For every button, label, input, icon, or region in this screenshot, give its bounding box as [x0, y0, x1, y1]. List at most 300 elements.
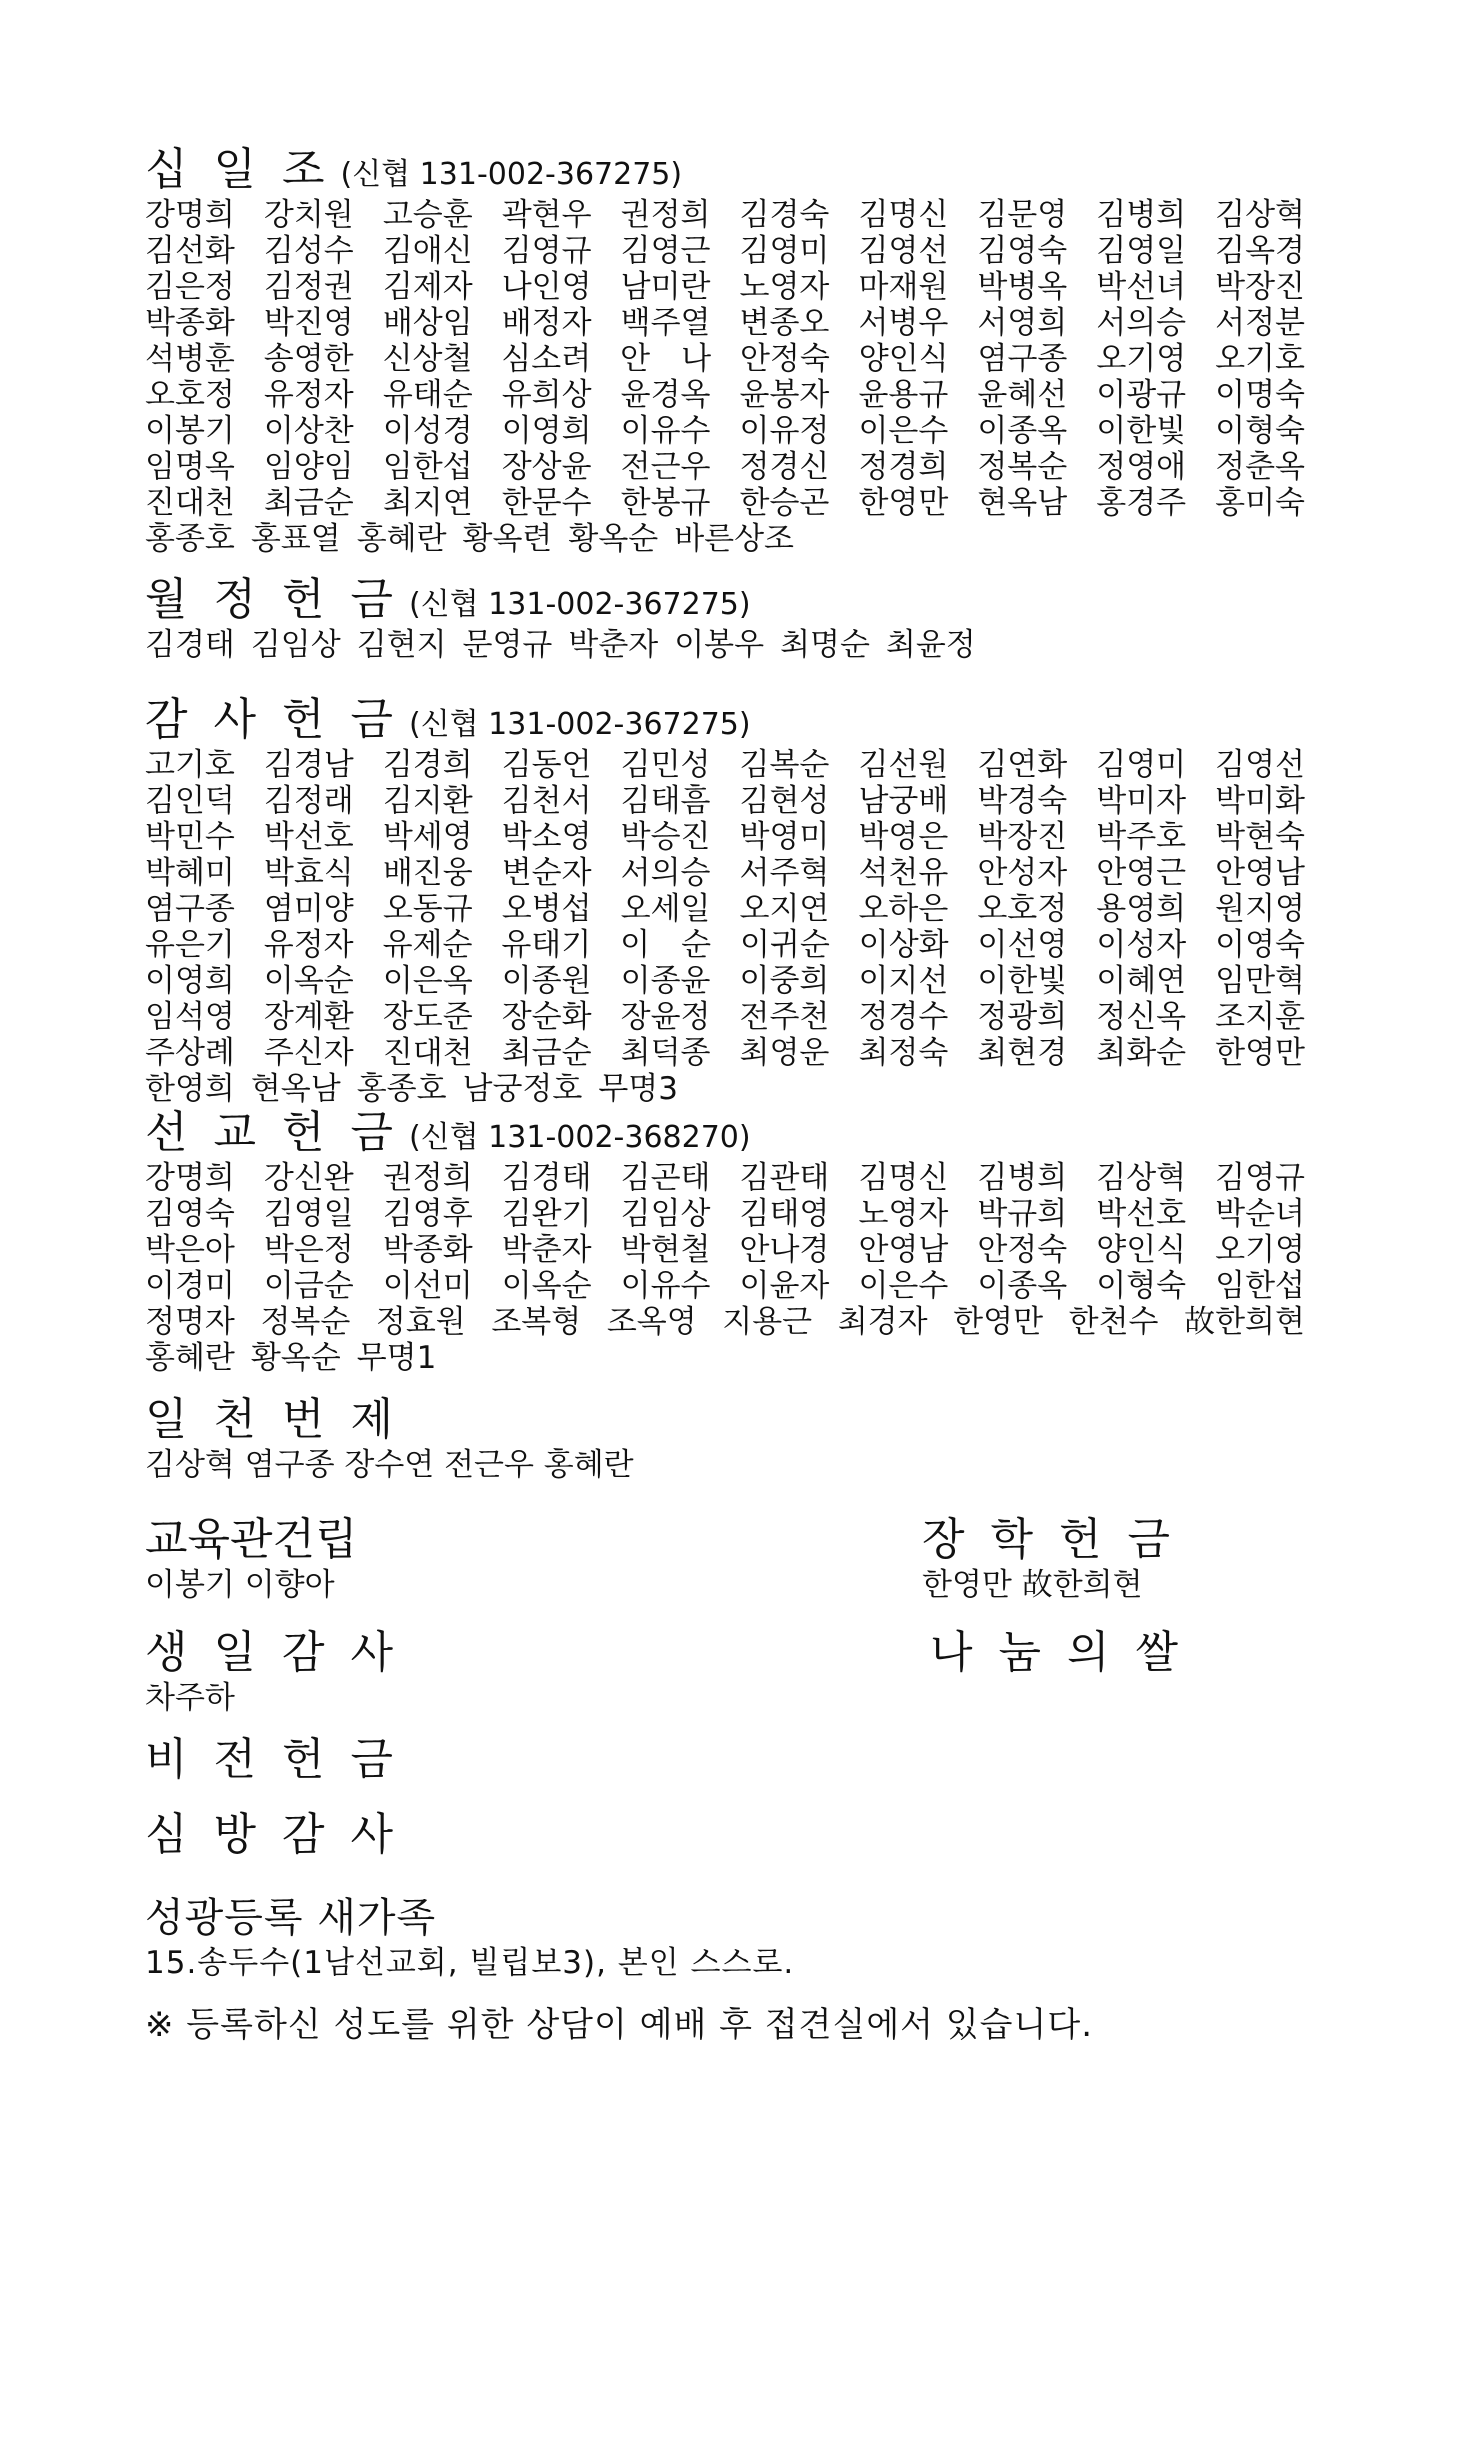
member-name: 권정희 — [382, 1160, 473, 1196]
member-name: 진대천 — [382, 1035, 473, 1071]
member-name: 김경숙 — [739, 197, 830, 233]
member-name: 김경태 — [145, 627, 235, 663]
thanks-offering-names — [145, 747, 1305, 1107]
member-name: 오하은 — [858, 891, 949, 927]
member-name: 임만혁 — [1215, 963, 1305, 999]
name-row — [145, 485, 1305, 521]
member-name: 김선화 — [145, 233, 235, 269]
member-name: 전주천 — [739, 999, 830, 1035]
member-name: 이선영 — [977, 927, 1068, 963]
scholarship-offering-section — [922, 1515, 1176, 1603]
member-name: 김성수 — [263, 233, 354, 269]
member-name: 오기호 — [1215, 341, 1305, 377]
member-name: 백주열 — [620, 305, 711, 341]
member-name: 정영애 — [1096, 449, 1187, 485]
education-building-title: 교육관건립 — [145, 1514, 358, 1565]
monthly-offering-title: 월 정 헌 금 — [145, 574, 399, 625]
member-name: 김영후 — [382, 1196, 473, 1232]
member-name: 박소영 — [501, 819, 592, 855]
member-name: 박민수 — [145, 819, 235, 855]
member-name: 김인덕 — [145, 783, 235, 819]
member-name: 박병옥 — [977, 269, 1068, 305]
member-name: 정경신 — [739, 449, 830, 485]
member-name: 권정희 — [620, 197, 711, 233]
member-name: 이귀순 — [739, 927, 830, 963]
member-name: 박진영 — [263, 305, 354, 341]
member-name: 박춘자 — [568, 627, 659, 663]
member-name: 이영희 — [145, 963, 235, 999]
member-name: 김영숙 — [977, 233, 1068, 269]
member-name: 윤혜선 — [977, 377, 1068, 413]
member-name: 현옥남 — [977, 485, 1068, 521]
member-name: 최윤정 — [885, 627, 976, 663]
member-name: 유정자 — [263, 377, 354, 413]
member-name: 박장진 — [1215, 269, 1305, 305]
member-name: 정광희 — [977, 999, 1068, 1035]
member-name: 김영선 — [1215, 747, 1305, 783]
member-name: 이금순 — [263, 1268, 354, 1304]
name-row — [145, 1071, 1305, 1107]
member-name: 진대천 — [145, 485, 235, 521]
member-name: 서의승 — [1096, 305, 1187, 341]
member-name: 안나경 — [739, 1232, 830, 1268]
member-name: 최명순 — [780, 627, 870, 663]
member-name: 배상임 — [382, 305, 473, 341]
member-name: 홍종호 — [356, 1071, 447, 1107]
member-name: 이명숙 — [1215, 377, 1305, 413]
name-row — [145, 377, 1305, 413]
member-name: 박종화 — [145, 305, 235, 341]
member-name: 이윤자 — [739, 1268, 830, 1304]
member-name: 김영선 — [858, 233, 949, 269]
member-name: 한영만 — [953, 1304, 1044, 1340]
member-name: 김복순 — [739, 747, 830, 783]
name-row — [145, 1232, 1305, 1268]
member-name: 조옥영 — [606, 1304, 697, 1340]
member-name: 황옥련 — [462, 521, 553, 557]
member-name: 주상례 — [145, 1035, 235, 1071]
member-name: 박미화 — [1215, 783, 1305, 819]
member-name: 홍경주 — [1096, 485, 1187, 521]
member-name: 양인식 — [1096, 1232, 1187, 1268]
member-name: 김명신 — [858, 1160, 949, 1196]
member-name: 박영은 — [858, 819, 949, 855]
sharing-rice-section — [930, 1628, 1184, 1678]
member-name: 서병우 — [858, 305, 949, 341]
member-name: 황옥순 — [250, 1340, 341, 1376]
member-name: 최화순 — [1096, 1035, 1187, 1071]
member-name: 강명희 — [145, 1160, 235, 1196]
name-row — [145, 1035, 1305, 1071]
member-name: 박경숙 — [977, 783, 1068, 819]
member-name: 정신옥 — [1096, 999, 1187, 1035]
member-name: 박규희 — [977, 1196, 1068, 1232]
member-name: 장윤정 — [620, 999, 711, 1035]
member-name: 남궁배 — [858, 783, 949, 819]
member-name: 한천수 — [1068, 1304, 1159, 1340]
name-row — [145, 627, 976, 663]
member-name: 원지영 — [1215, 891, 1305, 927]
member-name: 박순녀 — [1215, 1196, 1305, 1232]
member-name: 조지훈 — [1215, 999, 1305, 1035]
thanks-offering-title: 감 사 헌 금 — [145, 694, 399, 745]
name-row — [145, 927, 1305, 963]
member-name: 오지연 — [739, 891, 830, 927]
member-name: 홍혜란 — [145, 1340, 235, 1376]
member-name: 강치원 — [263, 197, 354, 233]
member-name: 김문영 — [977, 197, 1068, 233]
thousand-offering-names: 김상혁 염구종 장수연 전근우 홍혜란 — [145, 1447, 634, 1483]
member-name: 최영운 — [739, 1035, 830, 1071]
member-name: 김명신 — [858, 197, 949, 233]
member-name: 안영근 — [1096, 855, 1187, 891]
member-name: 박주호 — [1096, 819, 1187, 855]
member-name: 김상혁 — [1096, 1160, 1187, 1196]
member-name: 오병섭 — [501, 891, 592, 927]
member-name: 이은수 — [858, 413, 949, 449]
name-row — [145, 891, 1305, 927]
mission-offering-header — [145, 1108, 1305, 1158]
member-name: 박은정 — [263, 1232, 354, 1268]
member-name: 김현성 — [739, 783, 830, 819]
name-row — [145, 1160, 1305, 1196]
member-name: 박미자 — [1096, 783, 1187, 819]
member-name: 최현경 — [977, 1035, 1068, 1071]
tithe-title: 십 일 조 — [145, 144, 331, 195]
member-name: 이한빛 — [977, 963, 1068, 999]
name-row — [145, 305, 1305, 341]
member-name: 무명1 — [356, 1340, 437, 1376]
sharing-rice-title: 나 눔 의 쌀 — [930, 1627, 1184, 1678]
member-name: 안성자 — [977, 855, 1068, 891]
member-name: 문영규 — [462, 627, 553, 663]
member-name: 안정숙 — [977, 1232, 1068, 1268]
member-name: 현옥남 — [250, 1071, 341, 1107]
member-name: 김영미 — [1096, 747, 1187, 783]
member-name: 김은정 — [145, 269, 235, 305]
member-name: 최경자 — [837, 1304, 928, 1340]
name-row — [145, 783, 1305, 819]
member-name: 이형숙 — [1215, 413, 1305, 449]
member-name: 김영미 — [739, 233, 830, 269]
name-row — [145, 1340, 1305, 1376]
member-name: 강신완 — [263, 1160, 354, 1196]
member-name: 유제순 — [382, 927, 473, 963]
member-name: 한영만 — [858, 485, 949, 521]
member-name: 장도준 — [382, 999, 473, 1035]
member-name: 이유정 — [739, 413, 830, 449]
member-name: 정경수 — [858, 999, 949, 1035]
member-name: 윤용규 — [858, 377, 949, 413]
member-name: 염미양 — [263, 891, 354, 927]
name-row — [145, 1268, 1305, 1304]
member-name: 김태영 — [739, 1196, 830, 1232]
member-name: 김애신 — [382, 233, 473, 269]
member-name: 김정권 — [263, 269, 354, 305]
member-name: 지용근 — [722, 1304, 813, 1340]
member-name: 박선녀 — [1096, 269, 1187, 305]
tithe-account: (신협 131-002-367275) — [340, 157, 683, 192]
birthday-thanks-names: 차주하 — [145, 1680, 235, 1716]
member-name: 박선호 — [1096, 1196, 1187, 1232]
name-row — [145, 197, 1305, 233]
education-building-names: 이봉기 이향아 — [145, 1567, 335, 1603]
member-name: 이영희 — [501, 413, 592, 449]
member-name: 이성자 — [1096, 927, 1187, 963]
member-name: 나인영 — [501, 269, 592, 305]
new-family-names: 15.송두수(1남선교회, 빌립보3), 본인 스스로. — [145, 1945, 795, 1981]
member-name: 이옥순 — [263, 963, 354, 999]
member-name: 정복순 — [977, 449, 1068, 485]
member-name: 김병희 — [1096, 197, 1187, 233]
member-name: 이광규 — [1096, 377, 1187, 413]
member-name: 유정자 — [263, 927, 354, 963]
name-row — [145, 521, 1305, 557]
member-name: 유태순 — [382, 377, 473, 413]
counsel-notice: ※ 등록하신 성도를 위한 상담이 예배 후 접견실에서 있습니다. — [145, 2005, 1094, 2045]
member-name: 안영남 — [858, 1232, 949, 1268]
member-name: 한문수 — [501, 485, 592, 521]
member-name: 홍종호 — [145, 521, 235, 557]
member-name: 윤경옥 — [620, 377, 711, 413]
member-name: 강명희 — [145, 197, 235, 233]
member-name: 김경희 — [382, 747, 473, 783]
member-name: 이은옥 — [382, 963, 473, 999]
member-name: 김영근 — [620, 233, 711, 269]
name-row — [145, 269, 1305, 305]
member-name: 서영희 — [977, 305, 1068, 341]
member-name: 이종옥 — [977, 413, 1068, 449]
member-name: 김영규 — [1215, 1160, 1305, 1196]
monthly-offering-account: (신협 131-002-367275) — [408, 587, 751, 622]
member-name: 홍미숙 — [1215, 485, 1305, 521]
member-name: 임한섭 — [382, 449, 473, 485]
name-row — [145, 413, 1305, 449]
member-name: 석천유 — [858, 855, 949, 891]
member-name: 한승곤 — [739, 485, 830, 521]
member-name: 김민성 — [620, 747, 711, 783]
member-name: 오호정 — [145, 377, 235, 413]
scholarship-offering-names: 한영만 故한희현 — [922, 1567, 1143, 1603]
member-name: 박춘자 — [501, 1232, 592, 1268]
member-name: 이형숙 — [1096, 1268, 1187, 1304]
member-name: 김곤태 — [620, 1160, 711, 1196]
member-name: 이유수 — [620, 413, 711, 449]
member-name: 정경희 — [858, 449, 949, 485]
member-name: 최금순 — [501, 1035, 592, 1071]
member-name: 임양임 — [263, 449, 354, 485]
member-name: 故한희현 — [1184, 1304, 1305, 1340]
member-name: 이중희 — [739, 963, 830, 999]
member-name: 김경남 — [263, 747, 354, 783]
member-name: 이경미 — [145, 1268, 235, 1304]
new-family-section — [145, 1893, 794, 1981]
member-name: 전근우 — [620, 449, 711, 485]
visitation-thanks-section — [145, 1810, 399, 1860]
member-name: 유은기 — [145, 927, 235, 963]
member-name: 용영희 — [1096, 891, 1187, 927]
member-name: 석병훈 — [145, 341, 235, 377]
member-name: 이유수 — [620, 1268, 711, 1304]
member-name: 이옥순 — [501, 1268, 592, 1304]
member-name: 서주혁 — [739, 855, 830, 891]
member-name: 김동언 — [501, 747, 592, 783]
member-name: 박세영 — [382, 819, 473, 855]
member-name: 무명3 — [598, 1071, 678, 1107]
member-name: 안 나 — [620, 341, 712, 377]
name-row — [145, 747, 1305, 783]
member-name: 임명옥 — [145, 449, 235, 485]
member-name: 홍표열 — [250, 521, 341, 557]
member-name: 이종옥 — [977, 1268, 1068, 1304]
member-name: 김영일 — [1096, 233, 1187, 269]
member-name: 정춘옥 — [1215, 449, 1305, 485]
member-name: 유희상 — [501, 377, 592, 413]
member-name: 유태기 — [501, 927, 592, 963]
member-name: 김영규 — [501, 233, 592, 269]
member-name: 정복순 — [260, 1304, 351, 1340]
member-name: 이성경 — [382, 413, 473, 449]
new-family-title: 성광등록 새가족 — [145, 1895, 437, 1941]
name-row — [145, 855, 1305, 891]
member-name: 이 순 — [620, 927, 712, 963]
member-name: 이선미 — [382, 1268, 473, 1304]
birthday-thanks-title: 생 일 감 사 — [145, 1627, 399, 1678]
member-name: 박선호 — [263, 819, 354, 855]
member-name: 김완기 — [501, 1196, 592, 1232]
member-name: 오기영 — [1096, 341, 1187, 377]
member-name: 이영숙 — [1215, 927, 1305, 963]
member-name: 김선원 — [858, 747, 949, 783]
member-name: 곽현우 — [501, 197, 592, 233]
member-name: 김영숙 — [145, 1196, 235, 1232]
member-name: 윤봉자 — [739, 377, 830, 413]
member-name: 정효원 — [375, 1304, 466, 1340]
member-name: 김병희 — [977, 1160, 1068, 1196]
vision-offering-title: 비 전 헌 금 — [145, 1734, 399, 1785]
member-name: 안정숙 — [739, 341, 830, 377]
member-name: 김관태 — [739, 1160, 830, 1196]
name-row — [145, 1304, 1305, 1340]
member-name: 최덕종 — [620, 1035, 711, 1071]
member-name: 배진웅 — [382, 855, 473, 891]
tithe-names — [145, 197, 1305, 557]
member-name: 이지선 — [858, 963, 949, 999]
tithe-header — [145, 145, 1305, 195]
member-name: 고기호 — [145, 747, 235, 783]
name-row — [145, 1196, 1305, 1232]
member-name: 이상찬 — [263, 413, 354, 449]
member-name: 신상철 — [382, 341, 473, 377]
member-name: 박승진 — [620, 819, 711, 855]
mission-offering-account: (신협 131-002-368270) — [408, 1120, 751, 1155]
thousand-offering-section — [145, 1395, 634, 1483]
member-name: 남미란 — [620, 269, 711, 305]
thanks-offering-account: (신협 131-002-367275) — [408, 707, 751, 742]
member-name: 서정분 — [1215, 305, 1305, 341]
member-name: 배정자 — [501, 305, 592, 341]
member-name: 이혜연 — [1096, 963, 1187, 999]
member-name: 오호정 — [977, 891, 1068, 927]
member-name: 황옥순 — [568, 521, 659, 557]
member-name: 임석영 — [145, 999, 235, 1035]
member-name: 노영자 — [858, 1196, 949, 1232]
member-name: 김임상 — [250, 627, 341, 663]
member-name: 김영일 — [263, 1196, 354, 1232]
member-name: 최정숙 — [858, 1035, 949, 1071]
education-building-section — [145, 1515, 358, 1603]
member-name: 염구종 — [977, 341, 1068, 377]
member-name: 김천서 — [501, 783, 592, 819]
member-name: 박영미 — [739, 819, 830, 855]
thousand-offering-title: 일 천 번 제 — [145, 1394, 399, 1445]
member-name: 장상윤 — [501, 449, 592, 485]
member-name: 박종화 — [382, 1232, 473, 1268]
name-row — [145, 233, 1305, 269]
member-name: 이봉우 — [674, 627, 765, 663]
member-name: 변종오 — [739, 305, 830, 341]
member-name: 남궁정호 — [462, 1071, 583, 1107]
member-name: 오동규 — [382, 891, 473, 927]
member-name: 고승훈 — [382, 197, 473, 233]
mission-offering-title: 선 교 헌 금 — [145, 1107, 399, 1158]
member-name: 변순자 — [501, 855, 592, 891]
member-name: 안영남 — [1215, 855, 1305, 891]
vision-offering-section — [145, 1735, 399, 1785]
member-name: 송영한 — [263, 341, 354, 377]
member-name: 양인식 — [858, 341, 949, 377]
member-name: 조복형 — [491, 1304, 582, 1340]
member-name: 김임상 — [620, 1196, 711, 1232]
monthly-offering-header — [145, 575, 976, 625]
mission-offering-section — [145, 1108, 1305, 1376]
name-row — [145, 341, 1305, 377]
member-name: 바른상조 — [674, 521, 795, 557]
member-name: 한영만 — [1215, 1035, 1305, 1071]
visitation-thanks-title: 심 방 감 사 — [145, 1809, 399, 1860]
member-name: 김지환 — [382, 783, 473, 819]
member-name: 김제자 — [382, 269, 473, 305]
member-name: 박효식 — [263, 855, 354, 891]
birthday-thanks-section — [145, 1628, 399, 1716]
tithe-section — [145, 145, 1305, 557]
member-name: 이종윤 — [620, 963, 711, 999]
member-name: 마재원 — [858, 269, 949, 305]
member-name: 박현철 — [620, 1232, 711, 1268]
name-row — [145, 963, 1305, 999]
member-name: 김연화 — [977, 747, 1068, 783]
member-name: 주신자 — [263, 1035, 354, 1071]
member-name: 최지연 — [382, 485, 473, 521]
thanks-offering-section — [145, 695, 1305, 1107]
monthly-offering-names — [145, 627, 976, 663]
member-name: 김상혁 — [1215, 197, 1305, 233]
member-name: 이한빛 — [1096, 413, 1187, 449]
scholarship-offering-title: 장 학 헌 금 — [922, 1514, 1176, 1565]
member-name: 박혜미 — [145, 855, 235, 891]
member-name: 박장진 — [977, 819, 1068, 855]
member-name: 이은수 — [858, 1268, 949, 1304]
member-name: 서의승 — [620, 855, 711, 891]
member-name: 최금순 — [263, 485, 354, 521]
thanks-offering-header — [145, 695, 1305, 745]
member-name: 홍혜란 — [356, 521, 447, 557]
member-name: 김태흠 — [620, 783, 711, 819]
member-name: 박현숙 — [1215, 819, 1305, 855]
mission-offering-names — [145, 1160, 1305, 1376]
member-name: 오기영 — [1215, 1232, 1305, 1268]
member-name: 심소려 — [501, 341, 592, 377]
